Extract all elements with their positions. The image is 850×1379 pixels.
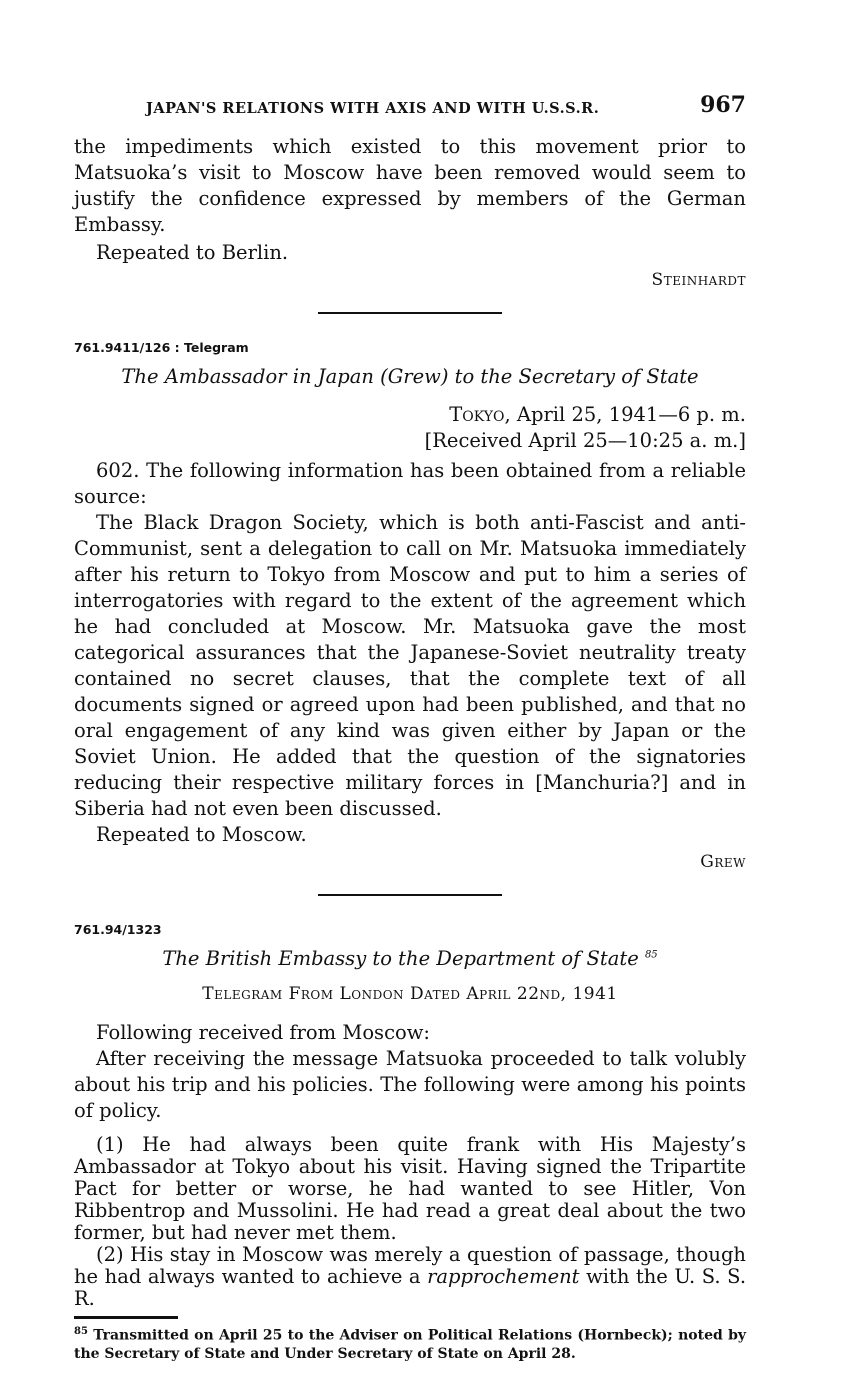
footnote-marker: 85	[74, 1326, 88, 1337]
page-number: 967	[700, 92, 746, 118]
footnote-ref: 85	[644, 949, 658, 961]
point-text: (2) His stay in Moscow was merely a question of passage, though he had always wanted to achieve a	[74, 1243, 746, 1288]
document-title-text: The British Embassy to the Department of State	[162, 947, 639, 970]
dateline	[74, 402, 746, 454]
policy-point: (1) He had always been quite frank with His Majesty’s Ambassador at Tokyo about his visit. Having signed the Tripartite Pact for better or worse, he had wanted to see Hitler, Von Ribbentrop and Mussolini. He had read a great deal about the two former, but had never met them.	[74, 1133, 746, 1244]
continuation-paragraph: the impediments which existed to this movement prior to Matsuoka’s visit to Moscow have been removed would seem to justify the confidence expressed by members of the German Embassy.	[74, 135, 746, 236]
document-british-embassy	[74, 922, 746, 1310]
file-number: 761.9411/126 : Telegram	[74, 340, 249, 355]
paragraph: The Black Dragon Society, which is both anti-Fascist and anti-Communist, sent a delegation to call on Mr. Matsuoka immediately after his return to Tokyo from Moscow and put to him a series of interrogatories with regard to the extent of the agreement which he had concluded at Moscow. Mr. Matsuoka gave the most categorical assurances that the Japanese-Soviet neutrality treaty contained no secret clauses, that the complete text of all documents signed or agreed upon had been published, and that no oral engagement of any kind was given either by Japan or the Soviet Union. He added that the question of the signatories reducing their respective military forces in [Manchuria?] and in Siberia had not even been discussed.	[74, 511, 746, 820]
paragraph: Following received from Moscow:	[96, 1021, 430, 1044]
document-title: The Ambassador in Japan (Grew) to the Secretary of State	[121, 365, 699, 388]
document-page	[74, 90, 746, 1363]
document-title	[74, 947, 746, 970]
received-line: [Received April 25—10:25 a. m.]	[424, 429, 746, 452]
section-divider	[318, 312, 502, 314]
policy-point	[74, 1244, 746, 1310]
file-number: 761.94/1323	[74, 922, 162, 937]
point-text: with the U. S. S. R.	[74, 1265, 747, 1310]
repeated-note: Repeated to Moscow.	[96, 823, 307, 846]
repeated-note: Repeated to Berlin.	[96, 241, 289, 264]
paragraph: 602. The following information has been obtained from a reliable source:	[74, 459, 746, 508]
signature-grew: Grew	[700, 852, 746, 872]
footnote-text: Transmitted on April 25 to the Adviser on Political Relations (Hornbeck); noted by the Secretary of State and Under Secretary of State on April 28.	[74, 1327, 746, 1362]
policy-points	[74, 1134, 746, 1310]
page-header	[74, 90, 746, 126]
document-grew-telegram	[74, 340, 746, 872]
dateline-place: Tokyo,	[449, 403, 511, 426]
footnote	[74, 1323, 746, 1363]
point-italic: rapprochement	[427, 1265, 580, 1288]
section-continuation	[74, 134, 746, 290]
telegram-subhead: Telegram From London Dated April 22nd, 1941	[202, 984, 618, 1004]
paragraph: After receiving the message Matsuoka proceeded to talk volubly about his trip and his policies. The following were among his points of policy.	[74, 1047, 746, 1122]
dateline-date: April 25, 1941—6 p. m.	[516, 403, 746, 426]
running-head: JAPAN'S RELATIONS WITH AXIS AND WITH U.S.S.R.	[146, 100, 600, 117]
section-divider	[318, 894, 502, 896]
signature-steinhardt: Steinhardt	[651, 270, 746, 290]
footnote-rule	[74, 1316, 178, 1319]
